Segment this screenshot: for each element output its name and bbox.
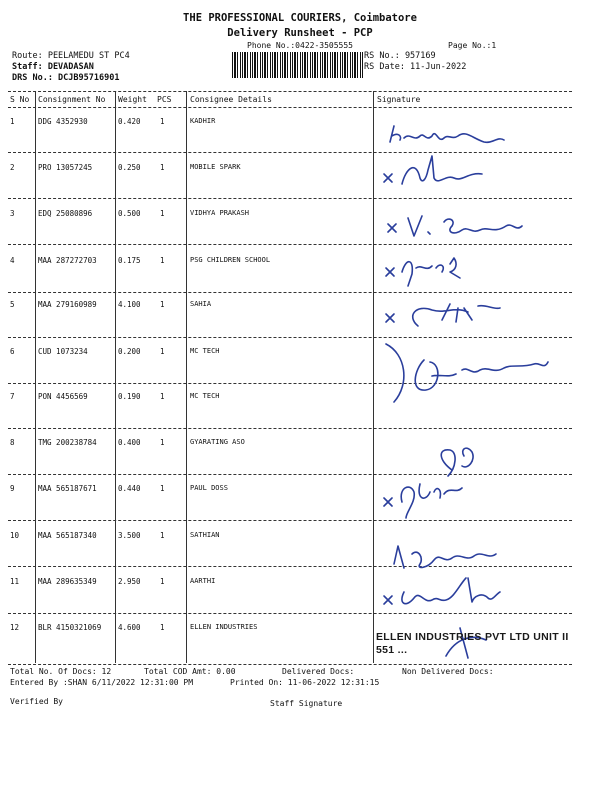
cell-consignee: ELLEN INDUSTRIES [190,623,258,631]
verified-by: Verified By [10,697,63,706]
page-number: Page No.:1 [448,41,497,50]
col-header-weight: Weight [118,95,147,104]
cell-consignment-no: EDQ 25080896 [38,209,93,218]
cell-pcs: 1 [160,117,165,126]
non-delivered-docs: Non Delivered Docs: [402,667,494,676]
cell-pcs: 1 [160,300,165,309]
cell-consignment-no: DDG 4352930 [38,117,88,126]
cell-consignee: GYARATING ASO [190,438,245,446]
column-divider [115,91,116,663]
cell-sno: 8 [10,438,15,447]
cell-consignee: VIDHYA PRAKASH [190,209,250,217]
total-cod: Total COD Amt: 0.00 [144,667,236,676]
signature-6 [386,344,548,402]
cell-consignment-no: PRO 13057245 [38,163,93,172]
drs-number: DRS No.: DCJB95716901 [12,73,120,83]
cell-consignee: MC TECH [190,392,220,400]
cell-pcs: 1 [160,438,165,447]
signature-stamp [376,631,569,656]
cell-consignee: MOBILE SPARK [190,163,241,171]
column-divider [35,91,36,663]
cell-pcs: 1 [160,623,165,632]
rs-number: RS No.: 957169 [364,51,436,61]
cell-weight: 0.200 [118,347,141,356]
phone-number: Phone No.:0422-3505555 [247,41,353,50]
cell-sno: 10 [10,531,20,540]
signature-4 [386,258,460,286]
cell-consignment-no: MAA 279160989 [38,300,97,309]
cell-weight: 0.420 [118,117,141,126]
table-top-border [8,91,572,92]
cell-pcs: 1 [160,256,165,265]
staff-label: Staff: DEVADASAN [12,62,94,72]
col-header-signature: Signature [377,95,421,104]
staff-signature: Staff Signature [270,699,343,708]
cell-weight: 0.190 [118,392,141,401]
cell-pcs: 1 [160,577,165,586]
cell-weight: 4.100 [118,300,141,309]
cell-sno: 9 [10,484,15,493]
cell-sno: 4 [10,256,15,265]
col-header-pcs: PCS [157,95,172,104]
document-subtitle: Delivery Runsheet - PCP [227,27,373,39]
company-name: THE PROFESSIONAL COURIERS, Coimbatore [183,12,417,24]
printed-on: Printed On: 11-06-2022 12:31:15 [230,678,380,687]
signature-2 [384,156,482,184]
cell-weight: 3.500 [118,531,141,540]
signature-8 [384,484,462,518]
cell-weight: 0.250 [118,163,141,172]
cell-sno: 3 [10,209,15,218]
signature-9 [394,546,496,568]
cell-sno: 1 [10,117,15,126]
cell-weight: 0.175 [118,256,141,265]
signature-5 [386,304,500,326]
cell-pcs: 1 [160,163,165,172]
signature-10 [384,578,500,604]
cell-sno: 11 [10,577,20,586]
entered-by: Entered By :SHAN 6/11/2022 12:31:00 PM [10,678,194,687]
cell-consignment-no: MAA 289635349 [38,577,97,586]
cell-consignee: SATHIAN [190,531,220,539]
cell-consignment-no: MAA 565187671 [38,484,97,493]
cell-pcs: 1 [160,347,165,356]
column-divider [186,91,187,663]
delivered-docs: Delivered Docs: [282,667,355,676]
cell-sno: 2 [10,163,15,172]
cell-consignee: PSG CHILDREN SCHOOL [190,256,271,264]
cell-pcs: 1 [160,531,165,540]
cell-weight: 4.600 [118,623,141,632]
table-bottom-border [8,664,572,665]
stamp-line-2: 551 ... [376,644,408,656]
col-header-sno: S No [10,95,30,104]
barcode-image [232,52,363,78]
cell-weight: 0.500 [118,209,141,218]
cell-consignment-no: TMG 200238784 [38,438,97,447]
signature-3 [388,216,522,236]
rs-date: RS Date: 11-Jun-2022 [364,62,467,72]
cell-pcs: 1 [160,484,165,493]
cell-consignee: AARTHI [190,577,216,585]
cell-consignment-no: CUD 1073234 [38,347,88,356]
cell-sno: 5 [10,300,15,309]
route-label: Route: PEELAMEDU ST PC4 [12,51,130,61]
cell-pcs: 1 [160,392,165,401]
cell-weight: 0.440 [118,484,141,493]
signature-7 [441,448,473,476]
cell-sno: 12 [10,623,20,632]
cell-pcs: 1 [160,209,165,218]
cell-consignee: SAHIA [190,300,212,308]
total-docs: Total No. Of Docs: 12 [10,667,112,676]
cell-sno: 7 [10,392,15,401]
cell-weight: 0.400 [118,438,141,447]
cell-weight: 2.950 [118,577,141,586]
cell-consignment-no: MAA 565187340 [38,531,97,540]
cell-consignment-no: PON 4456569 [38,392,88,401]
signature-1 [390,126,504,142]
cell-consignee: PAUL DOSS [190,484,228,492]
column-divider [373,91,374,663]
cell-consignee: MC TECH [190,347,220,355]
stamp-line-1: ELLEN INDUSTRIES PVT LTD UNIT II [376,631,569,643]
cell-consignment-no: BLR 4150321069 [38,623,102,632]
cell-sno: 6 [10,347,15,356]
col-header-consignee: Consignee Details [190,95,272,104]
col-header-consignment: Consignment No [38,95,106,104]
cell-consignment-no: MAA 287272703 [38,256,97,265]
signature-column-marks [376,108,576,668]
cell-consignee: KADHIR [190,117,216,125]
